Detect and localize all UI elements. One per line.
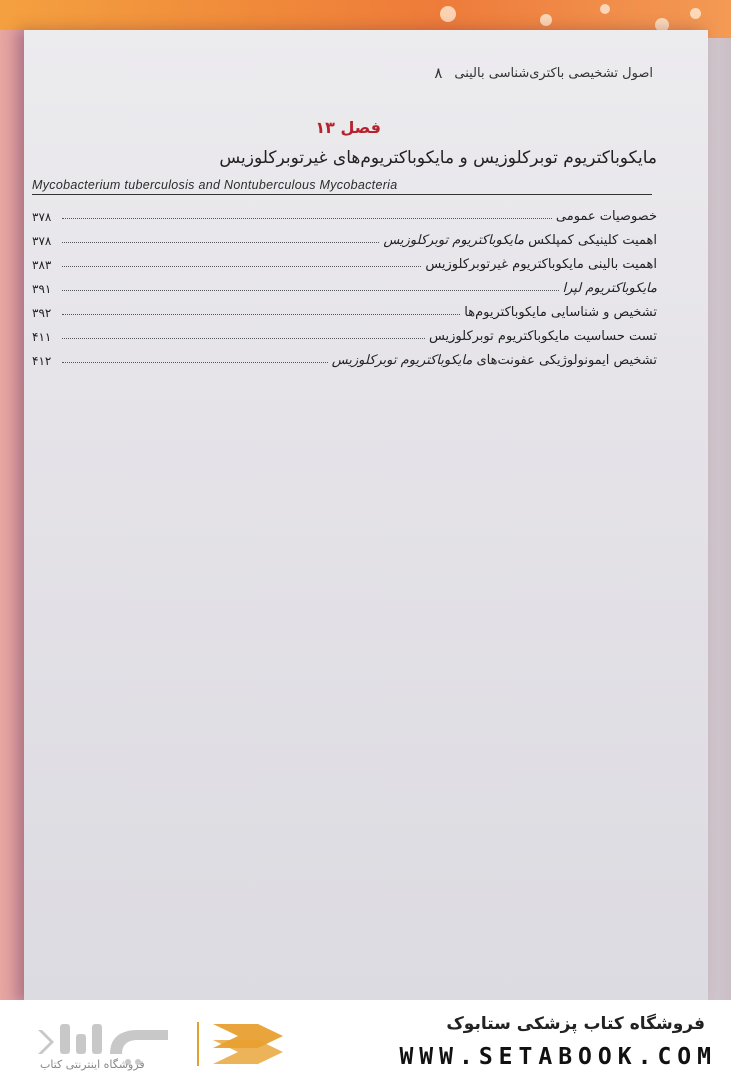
toc-row — [32, 320, 657, 344]
toc-leader-dots — [62, 313, 460, 315]
running-header — [434, 64, 653, 82]
toc-page-number: ۴۱۱ — [32, 330, 52, 344]
toc-entry-italic: مایکوباکتریوم لپرا — [562, 281, 657, 296]
toc-row — [32, 344, 657, 368]
toc-entry-text: تست حساسیت مایکوباکتریوم توبرکلوزیس — [428, 329, 657, 344]
toc-entry-text: خصوصیات عمومی — [555, 209, 657, 224]
book-title: اصول تشخیصی باکتری‌شناسی بالینی — [454, 65, 653, 81]
toc-entry-label — [556, 209, 657, 224]
toc-entry-label — [425, 257, 657, 272]
toc-entry-label — [332, 353, 657, 368]
toc-leader-dots — [62, 361, 328, 363]
toc-leader-dots — [62, 265, 421, 267]
toc-page-number: ۳۹۱ — [32, 282, 52, 296]
book-page — [24, 30, 708, 1000]
logo-subtitle: فروشگاه اینترنتی کتاب — [40, 1058, 145, 1071]
toc-row — [32, 296, 657, 320]
toc-leader-dots — [62, 289, 559, 291]
toc-page-number: ۳۷۸ — [32, 210, 52, 224]
toc-page-number: ۳۸۳ — [32, 258, 52, 272]
toc-leader-dots — [62, 217, 552, 219]
toc-entry-italic: مایکوباکتریوم توبرکلوزیس — [331, 353, 473, 368]
chapter-title-en: Mycobacterium tuberculosis and Nontuberculous Mycobacteria — [32, 178, 398, 192]
toc-entry-label — [383, 233, 657, 248]
toc-row — [32, 272, 657, 296]
toc-leader-dots — [62, 337, 425, 339]
toc-entry-label — [464, 305, 657, 320]
table-of-contents — [32, 200, 657, 368]
toc-entry-label — [563, 281, 658, 296]
chapter-label: فصل ۱۳ — [315, 118, 381, 137]
toc-entry-text: اهمیت کلینیکی کمپلکس — [523, 233, 657, 248]
toc-entry-text: اهمیت بالینی مایکوباکتریوم غیرتوبرکلوزیس — [425, 257, 657, 272]
toc-leader-dots — [62, 241, 379, 243]
toc-entry-text: تشخیص ایمونولوژیکی عفونت‌های — [472, 353, 657, 368]
toc-page-number: ۳۷۸ — [32, 234, 52, 248]
toc-row — [32, 200, 657, 224]
logo-divider — [197, 1022, 199, 1066]
page-number: ۸ — [434, 64, 443, 82]
toc-entry-text: تشخیص و شناسایی مایکوباکتریوم‌ها — [464, 305, 657, 320]
store-url[interactable]: WWW.SETABOOK.COM — [399, 1044, 717, 1070]
toc-row — [32, 248, 657, 272]
title-rule — [32, 194, 652, 195]
toc-entry-label — [429, 329, 657, 344]
next-page-edge — [708, 38, 731, 1000]
chapter-title-fa: مایکوباکتریوم توبرکلوزیس و مایکوباکتریوم‌های غیرتوبرکلوزیس — [219, 148, 657, 168]
toc-page-number: ۳۹۲ — [32, 306, 52, 320]
store-name: فروشگاه کتاب پزشکی ستابوک — [446, 1014, 705, 1034]
page-shadow — [0, 30, 24, 1000]
toc-row — [32, 224, 657, 248]
toc-entry-italic: مایکوباکتریوم توبرکلوزیس — [383, 233, 524, 248]
toc-page-number: ۴۱۲ — [32, 354, 52, 368]
